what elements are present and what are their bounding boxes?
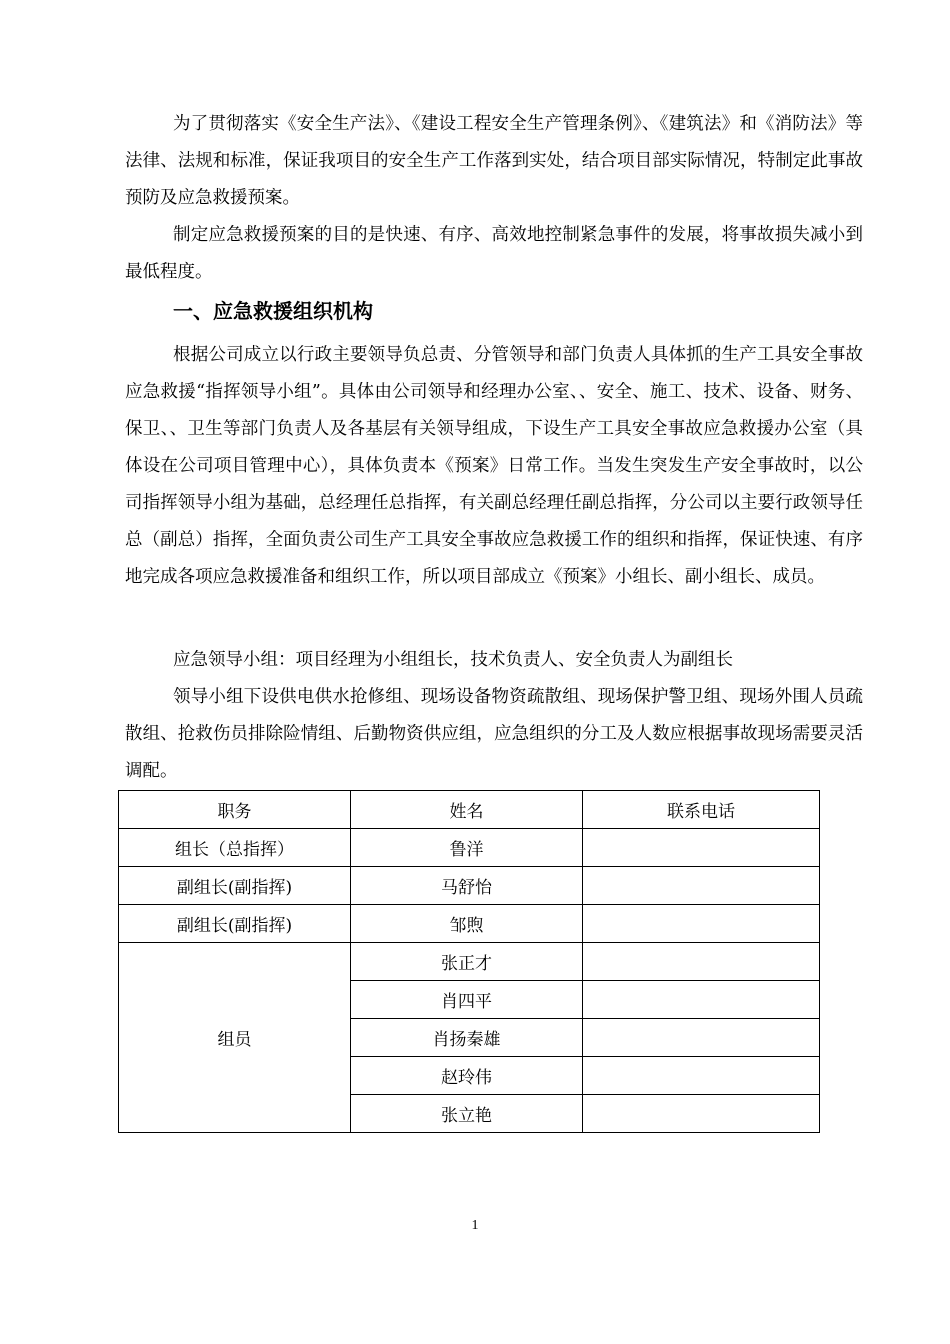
table-row <box>119 943 820 981</box>
phone-cell <box>583 867 820 905</box>
table-row <box>119 905 820 943</box>
subgroups-paragraph: 领导小组下设供电供水抢修组、现场设备物资疏散组、现场保护警卫组、现场外围人员疏散组、抢救伤员排除险情组、后勤物资供应组，应急组织的分工及人数应根据事故现场需要灵活调配。 <box>125 687 863 781</box>
table-row <box>119 867 820 905</box>
phone-cell <box>583 981 820 1019</box>
role-cell: 组长（总指挥） <box>119 829 351 867</box>
header-role: 职务 <box>119 791 351 829</box>
name-cell: 赵玲伟 <box>351 1057 583 1095</box>
section-heading: 一、应急救援组织机构 <box>173 299 373 323</box>
table-row <box>119 829 820 867</box>
phone-cell <box>583 943 820 981</box>
members-role-cell: 组员 <box>119 943 351 1133</box>
header-phone: 联系电话 <box>583 791 820 829</box>
name-cell: 肖四平 <box>351 981 583 1019</box>
name-cell: 张正才 <box>351 943 583 981</box>
phone-cell <box>583 829 820 867</box>
leadership-paragraph: 应急领导小组：项目经理为小组组长，技术负责人、安全负责人为副组长 <box>173 650 733 670</box>
role-cell: 副组长(副指挥) <box>119 867 351 905</box>
purpose-paragraph: 制定应急救援预案的目的是快速、有序、高效地控制紧急事件的发展，将事故损失减小到最低程度。 <box>125 225 863 282</box>
page-number: 1 <box>471 1218 479 1233</box>
phone-cell <box>583 1095 820 1133</box>
organization-paragraph: 根据公司成立以行政主要领导负总责、分管领导和部门负责人具体抓的生产工具安全事故应急救援“指挥领导小组”。具体由公司领导和经理办公室、、安全、施工、技术、设备、财务、保卫、、卫生等部门负责人及各基层有关领导组成，下设生产工具安全事故应急救援办公室（具体设在公司项目管理中心），具体负责本《预案》日常工作。当发生突发生产安全事故时，以公司指挥领导小组为基础，总经理任总指挥，有关副总经理任副总指挥，分公司以主要行政领导任总（副总）指挥，全面负责公司生产工具安全事故应急救援工作的组织和指挥，保证快速、有序地完成各项应急救援准备和组织工作，所以项目部成立《预案》小组长、副小组长、成员。 <box>125 345 863 587</box>
intro-paragraph: 为了贯彻落实《安全生产法》、《建设工程安全生产管理条例》、《建筑法》和《消防法》等法律、法规和标准，保证我项目的安全生产工作落到实处，结合项目部实际情况，特制定此事故预防及应急救援预案。 <box>125 114 863 208</box>
name-cell: 邹煦 <box>351 905 583 943</box>
header-name: 姓名 <box>351 791 583 829</box>
name-cell: 张立艳 <box>351 1095 583 1133</box>
emergency-team-table <box>118 790 820 1133</box>
phone-cell <box>583 1019 820 1057</box>
name-cell: 肖扬秦雄 <box>351 1019 583 1057</box>
table-header-row <box>119 791 820 829</box>
name-cell: 鲁洋 <box>351 829 583 867</box>
phone-cell <box>583 1057 820 1095</box>
name-cell: 马舒怡 <box>351 867 583 905</box>
phone-cell <box>583 905 820 943</box>
role-cell: 副组长(副指挥) <box>119 905 351 943</box>
